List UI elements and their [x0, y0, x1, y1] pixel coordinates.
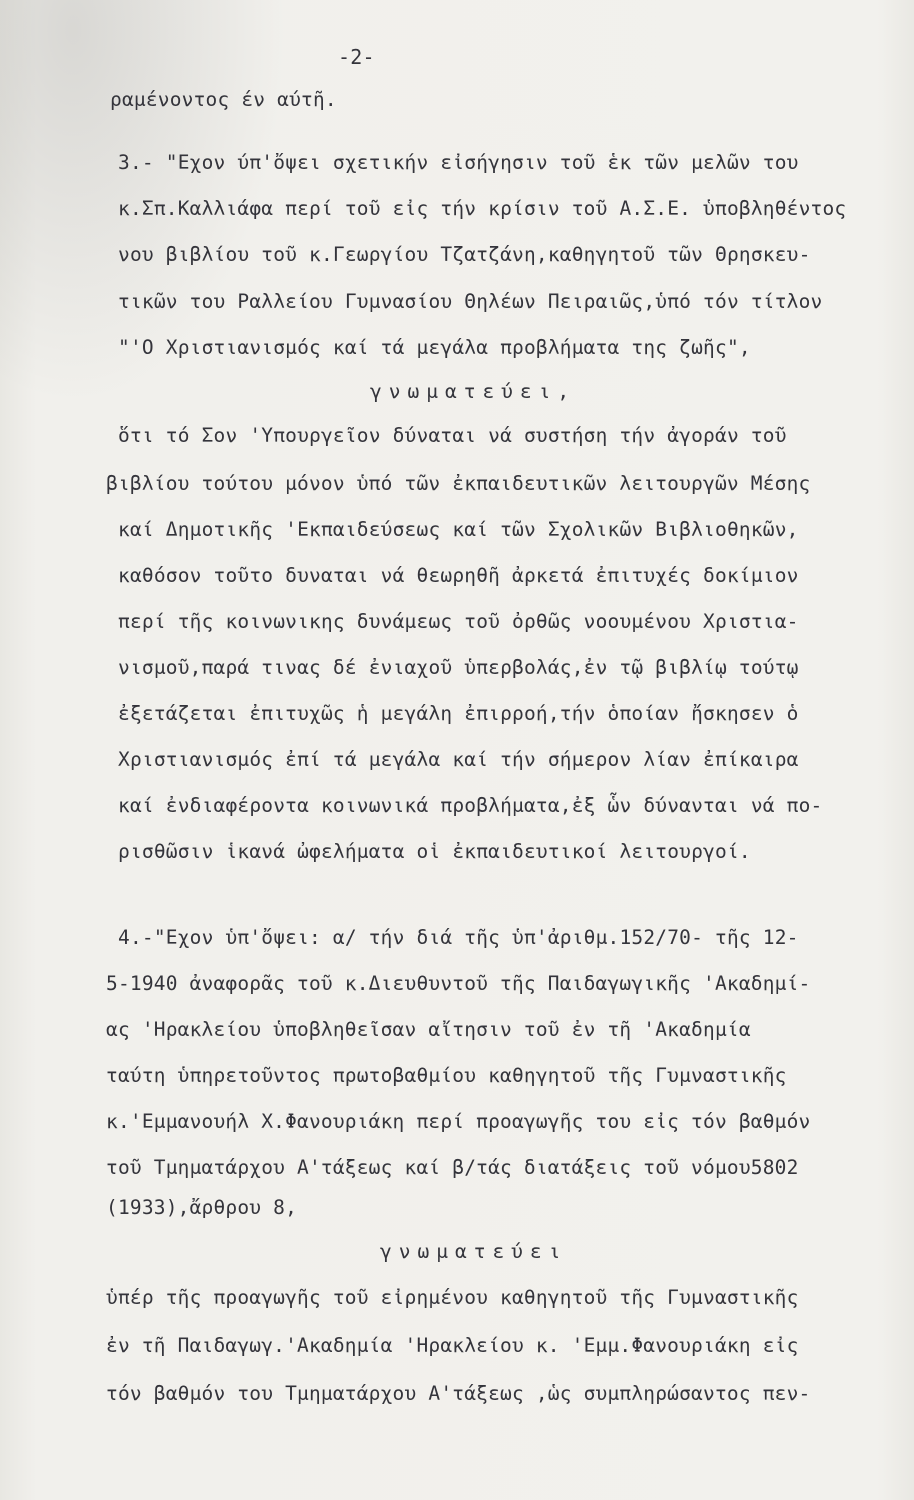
- section-heading: γνωματεύει,: [370, 380, 577, 403]
- text-line: ἐν τῆ Παιδαγωγ.'Ακαδημία 'Ηρακλείου κ. 'Εμμ.Φανουριάκη εἰς: [106, 1334, 799, 1357]
- text-line: καθόσον τοῦτο δυναται νά θεωρηθῆ ἀρκετά ἐπιτυχές δοκίμιον: [118, 564, 799, 587]
- text-line: νισμοῦ,παρά τινας δέ ἐνιαχοῦ ὑπερβολάς,ἐν τῷ βιβλίῳ τούτῳ: [118, 656, 799, 679]
- text-line: ὅτι τό Σον 'Υπουργεῖον δύναται νά συστήση τήν ἀγοράν τοῦ: [118, 424, 787, 447]
- text-line: (1933),ἄρθρου 8,: [106, 1196, 298, 1219]
- page-number: -2-: [338, 45, 375, 69]
- text-line: τοῦ Τμηματάρχου Α'τάξεως καί β/τάς διατάξεις τοῦ νόμου5802: [106, 1156, 799, 1179]
- text-line: βιβλίου τούτου μόνον ὑπό τῶν ἐκπαιδευτικῶν λειτουργῶν Μέσης: [106, 472, 811, 495]
- text-line: 4.-"Εχον ὑπ'ὄψει: α/ τήν διά τῆς ὑπ'ἀριθμ.152/70- τῆς 12-: [118, 926, 799, 949]
- text-line: καί Δημοτικῆς 'Εκπαιδεύσεως καί τῶν Σχολικῶν Βιβλιοθηκῶν,: [118, 518, 799, 541]
- text-line: τόν βαθμόν του Τμηματάρχου Α'τάξεως ,ὡς συμπληρώσαντος πεν-: [106, 1382, 811, 1405]
- text-line: 5-1940 ἀναφορᾶς τοῦ κ.Διευθυντοῦ τῆς Παιδαγωγικῆς 'Ακαδημί-: [106, 972, 811, 995]
- text-line: 3.- "Εχον ύπ'ὄψει σχετικήν εἰσήγησιν τοῦ ἑκ τῶν μελῶν του: [118, 151, 799, 174]
- text-line: ας 'Ηρακλείου ὑποβληθεῖσαν αἴτησιν τοῦ ἐν τῆ 'Ακαδημία: [106, 1018, 751, 1041]
- text-line: νου βιβλίου τοῦ κ.Γεωργίου Τζατζάνη,καθηγητοῦ τῶν Θρησκευ-: [118, 243, 811, 266]
- text-line: τικῶν του Ραλλείου Γυμνασίου Θηλέων Πειραιῶς,ὑπό τόν τίτλον: [118, 290, 823, 313]
- text-line: Χριστιανισμός ἐπί τά μεγάλα καί τήν σήμερον λίαν ἐπίκαιρα: [118, 748, 799, 771]
- text-line: ἐξετάζεται ἐπιτυχῶς ἡ μεγάλη ἐπιρροή,τήν ὁποίαν ἤσκησεν ὁ: [118, 702, 799, 725]
- text-line: ταύτη ὑπηρετοῦντος πρωτοβαθμίου καθηγητοῦ τῆς Γυμναστικῆς: [106, 1064, 787, 1087]
- text-line: περί τῆς κοινωνικης δυνάμεως τοῦ ὀρθῶς νοουμένου Χριστια-: [118, 610, 799, 633]
- text-line: κ.Σπ.Καλλιάφα περί τοῦ εἰς τήν κρίσιν τοῦ Α.Σ.Ε. ὑποβληθέντος: [118, 197, 847, 220]
- text-line: "'Ο Χριστιανισμός καί τά μεγάλα προβλήματα της ζωῆς",: [118, 336, 751, 359]
- text-line: ὑπέρ τῆς προαγωγῆς τοῦ εἰρημένου καθηγητοῦ τῆς Γυμναστικῆς: [106, 1286, 799, 1309]
- text-line: κ.'Εμμανουήλ Χ.Φανουριάκη περί προαγωγῆς του εἰς τόν βαθμόν: [106, 1110, 811, 1133]
- text-line: καί ἐνδιαφέροντα κοινωνικά προβλήματα,ἐξ ὧν δύνανται νά πο-: [118, 794, 823, 817]
- text-line: ραμένοντος έν αύτῆ.: [110, 88, 337, 111]
- section-heading: γνωματεύει: [380, 1240, 568, 1263]
- text-line: ρισθῶσιν ἱκανά ὠφελήματα οἱ ἐκπαιδευτικοί λειτουργοί.: [118, 840, 751, 863]
